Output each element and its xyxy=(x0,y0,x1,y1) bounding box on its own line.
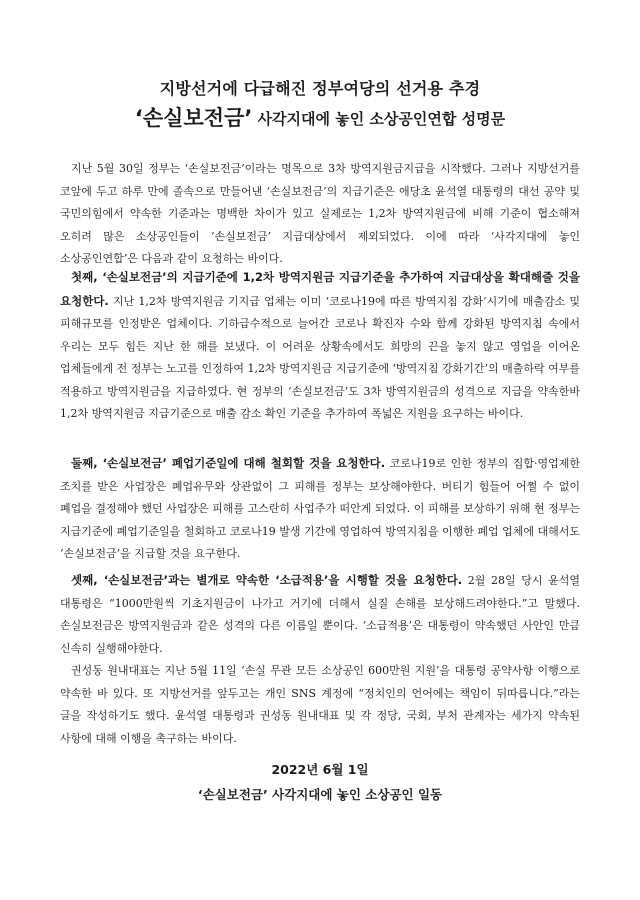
document-title-line-2 xyxy=(0,102,640,132)
intro-text: 지난 5월 30일 정부는 ‘손실보전금’이라는 명목으로 3차 방역지원금지급을 시작했다. 그러나 지방선거를 코앞에 두고 하루 만에 졸속으로 만들어낸 ‘손실보전금’의 지급기준은 애당초 윤석열 대통령의 대선 공약 및 국민의힘에서 약속한 기준과는 명백한 차이가 있고 실제로는 1,2차 방역지원금에 비해 기준이 협소해져 오히려 많은 소상공인들이 ‘손실보전금’ 지급대상에서 제외되었다. 이에 따라 ‘사각지대에 놓인 소상공인연합’은 다음과 같이 요청하는 바이다. xyxy=(60,162,580,265)
third-demand-paragraph xyxy=(60,569,580,660)
closing-text: 권성동 원내대표는 지난 5월 11일 ‘손실 무관 모든 소상공인 600만원 지원’을 대통령 공약사항 이행으로 약속한 바 있다. 또 지방선거를 앞두고는 개인 SNS 계정에 “정치인의 언어에는 책임이 뒤따릅니다.”라는 글을 작성하기도 했다. 윤석열 대통령과 권성동 원내대표 및 각 정당, 국회, 부처 관계자는 세가지 약속된 사항에 대해 이행을 촉구하는 바이다. xyxy=(60,664,580,745)
third-demand-lead: 셋째, ‘손실보전금’과는 별개로 약속한 ‘소급적용’을 시행할 것을 요청한다. xyxy=(71,573,463,587)
second-demand-paragraph xyxy=(60,452,580,566)
first-demand-body: 지난 1,2차 방역지원금 기지급 업체는 이미 ‘코로나19에 따른 방역지침 강화’시기에 매출감소 및 피해규모를 인정받은 업체이다. 기하급수적으로 늘어간 코로나 확진자 수와 함께 강화된 방역지침 속에서 우리는 모두 힘든 지난 한 해를 보냈다. 이 어려운 상황속에서도 희망의 끈을 놓지 않고 영업을 이어온 업체들에게 전 정부는 노고를 인정하여 1,2차 방역지원금 지급기준에 ‘방역지침 강화기간’의 매출하락 여부를 적용하고 방역지원금을 지급하였다. 현 정부의 ‘손실보전금’도 3차 방역지원금의 성격으로 지급을 약속한바 1,2차 방역지원금 지급기준으로 매출 감소 확인 기준을 추가하여 폭넓은 지원을 요구하는 바이다. xyxy=(60,294,580,420)
second-demand-body: 코로나19로 인한 정부의 집합·영업제한 조치를 받은 사업장은 폐업유무와 상관없이 그 피해를 정부는 보상해야한다. 버티기 힘들어 어쩔 수 없이 폐업을 결정해야 했던 사업장은 피해를 고스란히 사업주가 떠안게 되었다. 이 피해를 보상하기 위해 현 정부는 지급기준에 폐업기준일을 철회하고 코로나19 발생 기간에 영업하여 방역지침을 이행한 폐업 업체에 대해서도 ‘손실보전금’을 지급할 것을 요구한다. xyxy=(60,457,580,560)
title-quote: ‘손실보전금’ xyxy=(134,106,253,130)
title-subtitle: 사각지대에 놓인 소상공인연합 성명문 xyxy=(257,110,506,128)
statement-signature: ‘손실보전금’ 사각지대에 놓인 소상공인 일동 xyxy=(197,787,443,802)
third-demand-body: 2월 28일 당시 윤석열 대통령은 “1000만원씩 기초지원금이 나가고 거기에 더해서 실질 손해를 보상해드려야한다.”고 말했다. 손실보전금은 방역지원금과 같은 성격의 다른 이름일 뿐이다. ‘소급적용’은 대통령이 약속했던 사안인 만큼 신속히 실행해야한다. xyxy=(60,574,580,655)
intro-paragraph xyxy=(60,158,580,271)
second-demand-lead: 둘째, ‘손실보전금’ 폐업기준일에 대해 철회할 것을 요청한다. xyxy=(71,456,386,470)
document-title-line-1: 지방선거에 다급해진 정부여당의 선거용 추경 xyxy=(159,79,481,98)
first-demand-paragraph xyxy=(60,266,580,426)
first-demand-lead: 첫째, ‘손실보전금’의 지급기준에 1,2차 방역지원금 지급기준을 추가하여 지급대상을 확대해줄 것을 요청한다. xyxy=(60,270,580,308)
statement-date: 2022년 6월 1일 xyxy=(271,762,369,777)
closing-paragraph xyxy=(60,660,580,750)
